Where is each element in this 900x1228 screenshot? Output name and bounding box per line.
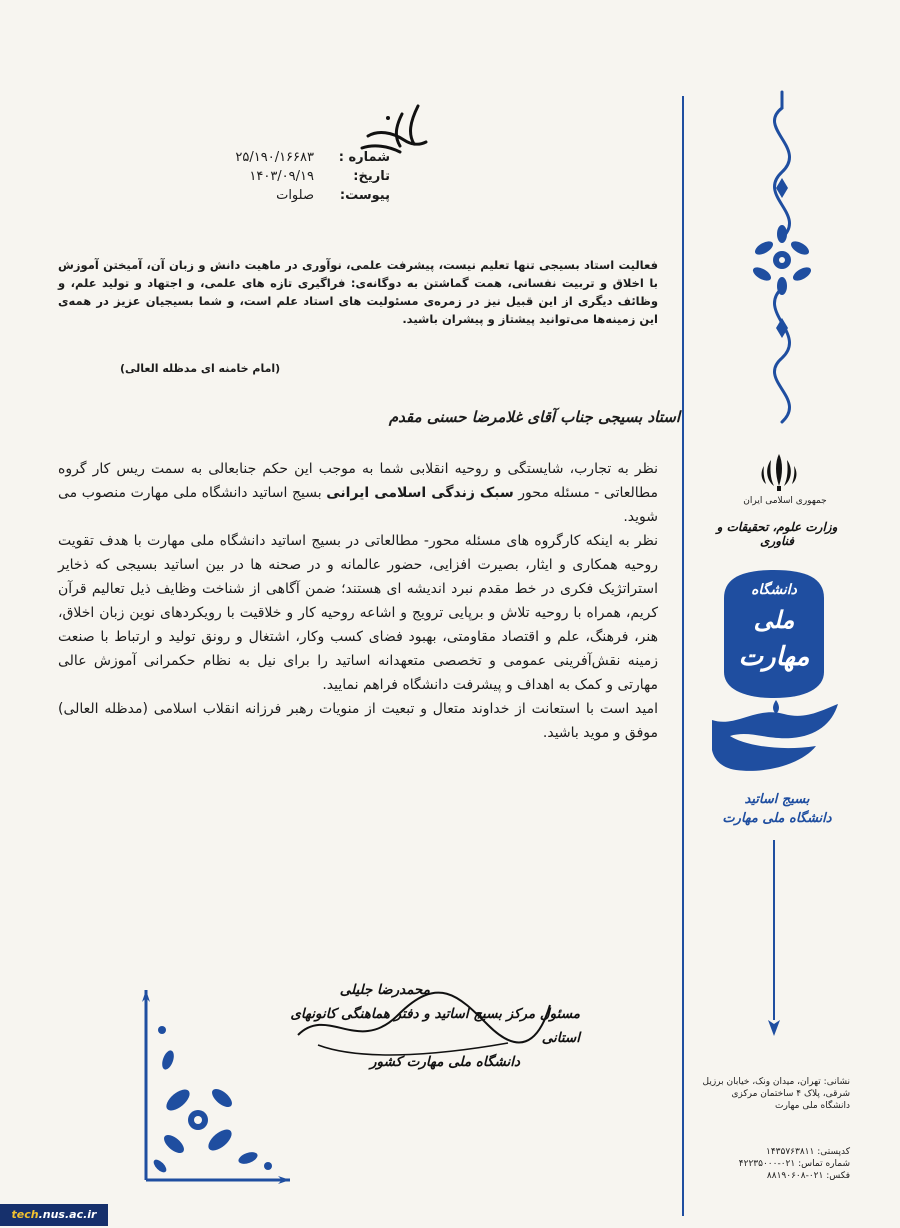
number-value: ۲۵/۱۹۰/۱۶۶۸۳ xyxy=(235,150,314,165)
handwritten-signature-icon xyxy=(288,985,558,1065)
postal-label: کدپستی: xyxy=(817,1147,850,1157)
fax-label: فکس: xyxy=(826,1171,850,1181)
date-value: ۱۴۰۳/۰۹/۱۹ xyxy=(249,169,314,184)
address-label: نشانی: xyxy=(823,1077,850,1087)
postal-row xyxy=(700,1146,850,1158)
attachment-label: پیوست: xyxy=(339,188,390,203)
p1-part-c: بسیج اساتید دانشگاه ملی مهارت منصوب می شوید. xyxy=(58,485,658,525)
signer-title-1: مسئول مرکز بسیج اساتید و دفتر هماهنگی کانونهای استانی xyxy=(290,1006,580,1046)
sidebar-lower-line xyxy=(773,840,775,1020)
university-logo xyxy=(712,568,836,700)
signer-title-2: دانشگاه ملی مهارت کشور xyxy=(369,1054,520,1070)
ministry-name: وزارت علوم، تحقیقات و فناوری xyxy=(716,520,838,548)
iran-emblem-icon xyxy=(758,452,800,492)
meta-date-row xyxy=(120,167,390,186)
contact-block xyxy=(700,1146,850,1182)
addressee: استاد بسیجی جناب آقای غلامرضا حسنی مقدم xyxy=(388,408,680,426)
attachment-value: صلوات xyxy=(276,188,314,203)
paragraph-mission: نظر به اینکه کارگروه های مسئله محور- مطالعاتی در بسیج اساتید دانشگاه ملی مهارت با هدف تقویت روحیه همکاری و ایثار، بصیرت افزایی، حضور عالمانه و در صحنه ها در بین اساتید بسیجی که ذخایر استراتژیک فکری در خط مقدم نبرد اندیشه ای هستند؛ ضمن آگاهی از شناخت وظایف ذیل تعالیم قرآن کریم، همراه با روحیه تلاش و برپایی ترویج و اشاعه روحیه کار و خلاقیت با رویکردهای نوین زبان اخلاق، هنر، فرهنگ، علم و اقتصاد مقاومتی، بهبود فضای کسب وکار، اشتغال و رونق تولید و ارتباط با صنعت زمینه نقش‌آفرینی عمومی و تخصصی متعهدانه اساتید را برای نیل به نظام حکمرانی آموزش عالی مهارتی و کمک به اهداف و پیشرفت دانشگاه فراهم نمایید. xyxy=(58,533,658,693)
logo-word-3: مهارت xyxy=(738,642,810,672)
letter-body xyxy=(58,457,658,745)
paragraph-closing: امید است با استعانت از خداوند متعال و تبعیت از منویات رهبر فرزانه انقلاب اسلامی (مدظله العالی) موفق و موید باشید. xyxy=(58,701,658,741)
address-block xyxy=(700,1076,850,1112)
quote-source: (امام خامنه ای مدظله العالی) xyxy=(120,362,281,375)
postal-value: ۱۴۳۵۷۶۳۸۱۱ xyxy=(765,1147,815,1157)
basij-line-1: بسیج اساتید xyxy=(744,792,810,807)
date-label: تاریخ: xyxy=(353,169,390,184)
basij-wave-emblem-icon xyxy=(706,700,842,784)
signer-name: محمدرضا جلیلی xyxy=(339,982,430,998)
logo-word-1: دانشگاه xyxy=(751,582,797,598)
fax-row xyxy=(700,1170,850,1182)
basij-line-2: دانشگاه ملی مهارت xyxy=(722,811,832,826)
fax-value: ۰۲۱-۸۸۱۹۰۶۰۸ xyxy=(766,1171,824,1181)
leader-quote: فعالیت استاد بسیجی تنها تعلیم نیست، پیشرفت علمی، نوآوری در ماهیت دانش و زبان آن، آمیختن آموزش با اخلاق و تربیت نفسانی، همت گماشتن به دوگانه‌ی: فراگیری تازه های علمی، و اجتهاد و تولید علم، و وظائف دیگری از این قبیل نیز در زمره‌ی مسئولیت های استاد علم است، و شما بسیجیان عزیز در همه‌ی این زمینه‌ها می‌توانید پیشتاز و پیشران باشید. xyxy=(58,258,658,326)
meta-attachment-row xyxy=(120,186,390,205)
p1-group-name: سبک زندگی اسلامی ایرانی xyxy=(326,485,514,501)
sidebar-divider-line xyxy=(682,96,684,1216)
watermark-prefix: tech xyxy=(11,1208,39,1221)
phone-value: ۰۲۱-۴۲۲۳۵۰۰۰ xyxy=(738,1159,796,1169)
country-name: جمهوری اسلامی ایران xyxy=(743,496,827,506)
phone-label: شماره تماس: xyxy=(798,1159,850,1169)
paragraph-appointment xyxy=(58,457,658,529)
watermark-domain: .nus.ac.ir xyxy=(38,1208,97,1221)
phone-row xyxy=(700,1158,850,1170)
address-text: تهران، میدان ونک، خیابان برزیل شرقی، پلاک ۴ ساختمان مرکزی دانشگاه ملی مهارت xyxy=(702,1077,850,1111)
p1-part-a: نظر به تجارب، شایستگی و روحیه انقلابی شما به موجب این حکم جنابعالی به سمت ریس کار گروه مطالعاتی - مسئله محور xyxy=(58,461,659,501)
sidebar-arrow-tip-icon xyxy=(766,1016,782,1036)
sidebar-floral-ornament-icon xyxy=(742,88,822,428)
site-watermark xyxy=(0,1204,108,1226)
number-label: شماره : xyxy=(338,150,390,165)
meta-number-row xyxy=(120,148,390,167)
basij-label xyxy=(712,790,842,828)
logo-word-2: ملی xyxy=(753,606,795,634)
letter-meta xyxy=(120,148,390,205)
